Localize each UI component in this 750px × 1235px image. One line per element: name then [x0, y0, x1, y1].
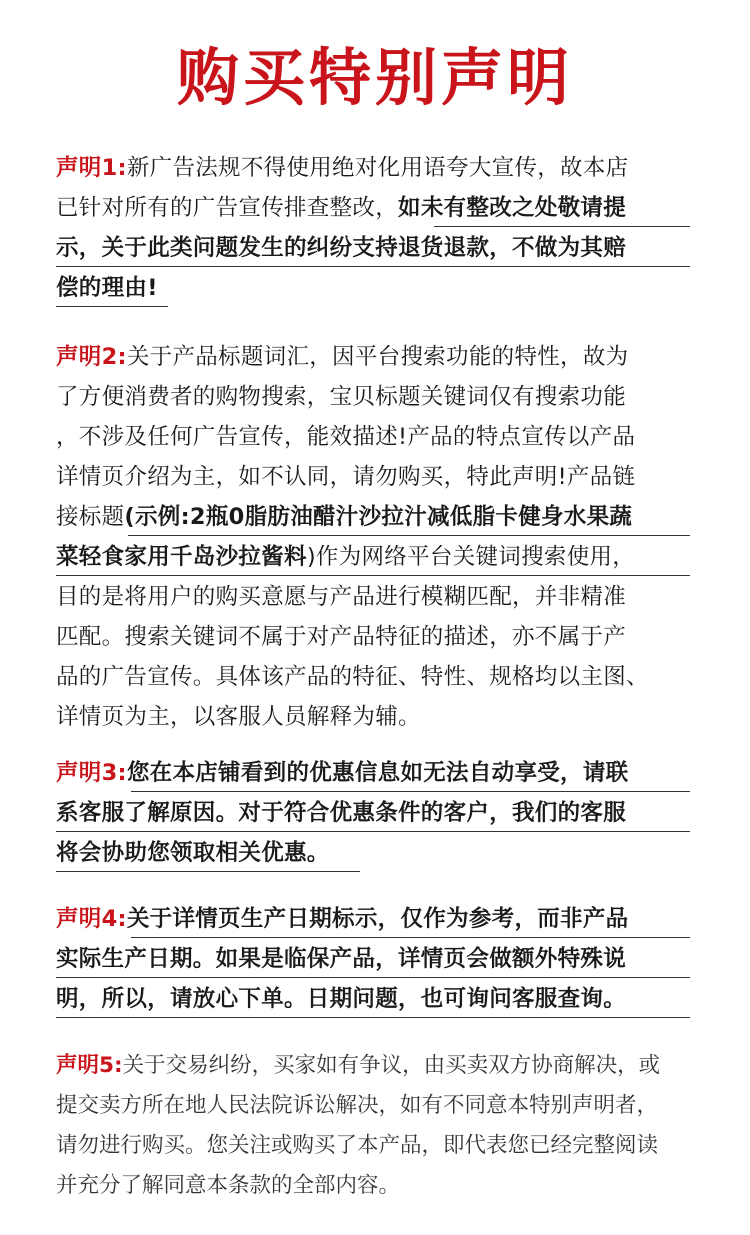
statement-2 — [56, 337, 696, 737]
underline — [56, 831, 690, 832]
statement-text: 详情页介绍为主，如不认同，请勿购买，特此声明!产品链 — [56, 464, 636, 490]
statement-text-bold: 菜轻食家用千岛沙拉酱料 — [56, 544, 307, 570]
statement-line — [56, 497, 696, 537]
statement-line — [56, 697, 696, 737]
statement-text-bold: 关于详情页生产日期标示，仅作为参考，而非产品 — [126, 906, 629, 932]
statement-line — [56, 939, 696, 979]
page-title: 购买特别声明 — [176, 41, 573, 114]
statement-text-bold: 您在本店铺看到的优惠信息如无法自动享受，请联 — [126, 760, 629, 786]
statement-label: 声明5: — [56, 1053, 123, 1078]
statement-text: 匹配。搜索关键词不属于对产品特征的描述，亦不属于产 — [56, 624, 627, 650]
statement-line — [56, 1126, 696, 1166]
statement-text: 已针对所有的广告宣传排查整改， — [56, 195, 399, 221]
statement-text-bold: (示例:2瓶0脂肪油醋汁沙拉汁减低脂卡健身水果蔬 — [124, 504, 633, 530]
statement-text-bold: 明，所以，请放心下单。日期问题，也可询问客服查询。 — [56, 986, 627, 1012]
statement-text-bold: 实际生产日期。如果是临保产品，详情页会做额外特殊说 — [56, 946, 627, 972]
statement-line — [56, 753, 696, 793]
statement-label: 声明3: — [56, 760, 127, 786]
underline — [56, 575, 690, 576]
statement-line — [56, 188, 696, 228]
underline — [56, 1017, 690, 1018]
statement-line — [56, 1046, 696, 1086]
statement-line — [56, 337, 696, 377]
statement-text: 了方便消费者的购物搜索，宝贝标题关键词仅有搜索功能 — [56, 384, 627, 410]
statement-5 — [56, 1046, 696, 1206]
underline — [131, 791, 690, 792]
statement-text: 关于产品标题词汇，因平台搜索功能的特性，故为 — [126, 344, 629, 370]
statement-line — [56, 833, 696, 873]
statement-text: 关于交易纠纷，买家如有争议，由买卖双方协商解决，或 — [122, 1053, 661, 1078]
underline — [56, 977, 690, 978]
underline — [128, 535, 690, 536]
underline — [56, 871, 360, 872]
statement-text: )作为网络平台关键词搜索使用， — [306, 544, 636, 570]
statement-line — [56, 793, 696, 833]
statement-1 — [56, 148, 696, 308]
statement-text: 提交卖方所在地人民法院诉讼解决，如有不同意本特别声明者， — [56, 1093, 659, 1118]
statement-line — [56, 377, 696, 417]
statement-line — [56, 148, 696, 188]
statement-line — [56, 577, 696, 617]
statement-line — [56, 657, 696, 697]
statement-line — [56, 268, 696, 308]
statement-line — [56, 899, 696, 939]
statement-text-bold: 将会协助您领取相关优惠。 — [56, 840, 330, 866]
statement-text: 并充分了解同意本条款的全部内容。 — [56, 1173, 401, 1198]
statement-label: 声明1: — [56, 155, 127, 181]
statement-text: 新广告法规不得使用绝对化用语夸大宣传，故本店 — [126, 155, 629, 181]
underline — [56, 266, 690, 267]
statement-line — [56, 979, 696, 1019]
statement-label: 声明2: — [56, 344, 127, 370]
underline — [56, 306, 168, 307]
statement-3 — [56, 753, 696, 873]
statement-text: 品的广告宣传。具体该产品的特征、特性、规格均以主图、 — [56, 664, 649, 690]
underline — [131, 937, 690, 938]
underline — [434, 226, 690, 227]
statement-text-bold: 系客服了解原因。对于符合优惠条件的客户，我们的客服 — [56, 800, 627, 826]
statement-line — [56, 1166, 696, 1206]
statement-label: 声明4: — [56, 906, 127, 932]
statement-line — [56, 617, 696, 657]
statement-text: 详情页为主，以客服人员解释为辅。 — [56, 704, 421, 730]
statement-text-bold: 偿的理由! — [56, 275, 158, 301]
statement-text: ，不涉及任何广告宣传，能效描述!产品的特点宣传以产品 — [56, 424, 636, 450]
statement-line — [56, 417, 696, 457]
statement-line — [56, 228, 696, 268]
statement-line — [56, 537, 696, 577]
statement-text: 请勿进行购买。您关注或购买了本产品，即代表您已经完整阅读 — [56, 1133, 659, 1158]
statement-text-bold: 如未有整改之处敬请提 — [398, 195, 627, 221]
statement-line — [56, 457, 696, 497]
statement-line — [56, 1086, 696, 1126]
statement-text: 目的是将用户的购买意愿与产品进行模糊匹配，并非精准 — [56, 584, 627, 610]
statement-text: 接标题 — [56, 504, 125, 530]
statement-4 — [56, 899, 696, 1019]
statement-text-bold: 示，关于此类问题发生的纠纷支持退货退款，不做为其赔 — [56, 235, 627, 261]
